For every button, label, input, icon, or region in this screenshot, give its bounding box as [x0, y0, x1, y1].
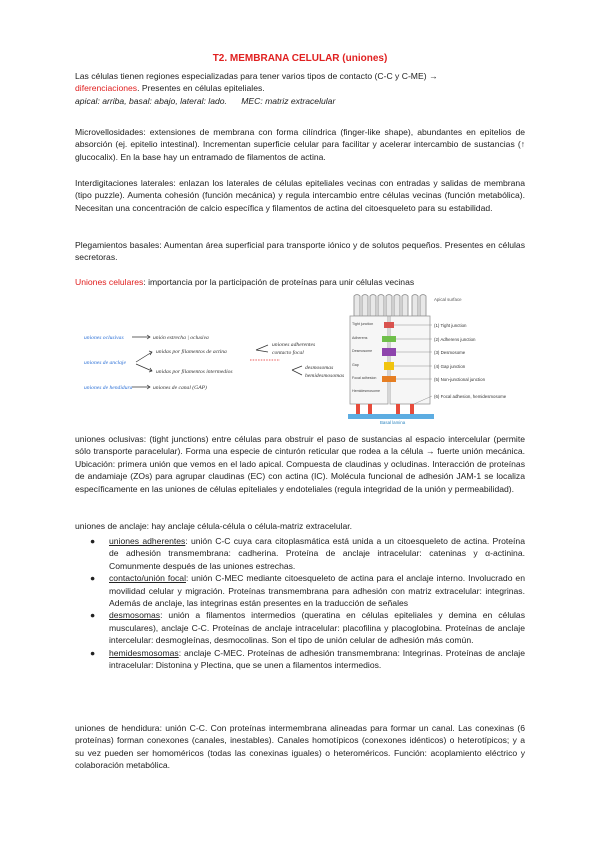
intro-line-2-rest: . Presentes en células epiteliales.: [137, 83, 265, 94]
intro-line-3: apical: arriba, basal: abajo, lateral: lado. MEC: matriz extracelular: [75, 95, 336, 106]
bullet-text: : unión C-MEC mediante citoesqueleto de actina para el anclaje interno. Involucrado en movilidad celular y migración. Proteínas transmembrana para adhesión con matriz extracelular: integrinas. Además de anclaje, las integrinas están presentes en la traducción de señales: [109, 573, 525, 609]
interdigitaciones-paragraph: Interdigitaciones laterales: enlazan los laterales de células epiteliales vecinas con entradas y salidas de membrana (tipo puzzle). Aumenta cohesión (función mecánica) y regula intercambio entre células vecinas (función metabólica). Necesitan una concentración de calcio específica y filamentos de actina del citoesqueleto para su estabilidad.: [75, 178, 525, 213]
figure-adherens: [382, 336, 396, 342]
list-item: [75, 572, 525, 609]
figure-left-label-0: Tight junction: [352, 322, 374, 326]
figure-label-2: (3) Desmosome: [434, 350, 466, 355]
figure-footer: Basal lamina: [380, 420, 406, 425]
hendidura-paragraph: uniones de hendidura: unión C-C. Con proteínas intermembrana alineadas para formar un canal. Las conexinas (6 proteínas) forman conexones (canales, inestables). Canales homotípicos (conexones idénticos) o heterotípicos; y a su vez pueden ser homoméricos (todas las conexinas iguales) o heteroméricos. Función: acoplamiento eléctrico y colaboración metabólica.: [75, 723, 525, 771]
microvellosidades-paragraph: Microvellosidades: extensiones de membrana con forma cilíndrica (finger-like shape), abundantes en epitelios de absorción (ej. epitelio intestinal). Incrementan superficie celular para facilitar y acelerar intercambio de sustancias (↑ glucocalix). En la base hay un entramado de filamentos de actina.: [75, 127, 525, 162]
junctions-figure: [346, 292, 524, 425]
sketch-arrow-6: [292, 366, 302, 375]
figure-label-0: (1) Tight junction: [434, 323, 467, 328]
figure-header: Apical surface: [434, 297, 462, 302]
plegamientos-paragraph: Plegamientos basales: Aumentan área superficial para transporte iónico y de solutos pequeños. Presentes en células secretoras.: [75, 240, 525, 263]
intro-paragraph: [75, 70, 525, 107]
bullet-text: : unión a filamentos intermedios (queratina en células epiteliales y demina en células musculares), anclaje C-C. Proteínas de anclaje intracelular: placofilina y placoglobina. Proteínas de anclaje intercelular: desmogleínas, desmocolinas. Son el tipo de unión celular de adhesión más común.: [109, 610, 525, 646]
sketch-actina: unidas por filamentos de actina: [156, 349, 227, 355]
uniones-sketch-diagram: [80, 330, 350, 398]
bullet-term: uniones adherentes: [109, 536, 186, 546]
bullet-text: : unión C-C cuya cara citoplasmática está unida a un citoesqueleto de actina. Proteína de adhesión transmembrana: cadherina. Proteína de anclaje intracelular: cateninas y α-actinina. Comunmente después de las uniones estrechas.: [109, 536, 525, 571]
bullet-text: : anclaje C-MEC. Proteínas de adhesión transmembrana: Integrinas. Proteínas de anclaje intracelular: Distonina y Plectina, que se unen a filamentos intermedios.: [109, 647, 525, 671]
list-item: [75, 535, 525, 572]
uniones-celulares-term: Uniones celulares: [75, 277, 144, 287]
list-item: [75, 609, 525, 646]
figure-left-label-4: Focal adhesion: [352, 376, 377, 380]
sketch-arrow-3: [136, 351, 152, 362]
figure-label-5: (6) Focal adhesion, hemidesmosome: [434, 394, 507, 399]
sketch-anclaje: uniones de anclaje: [84, 360, 126, 366]
uniones-heading: [75, 276, 525, 288]
bullet-term: contacto/unión focal: [109, 573, 186, 584]
diferenciaciones-term: diferenciaciones: [75, 83, 138, 94]
figure-label-4: (5) Non-junctional junction: [434, 377, 486, 382]
sketch-hemidesmosomas: hemidesmosomas: [305, 373, 345, 379]
bullet-icon: ●: [90, 573, 96, 584]
figure-left-label-5: Hemidesmosome: [352, 389, 380, 393]
sketch-intermedios: unidas por filamentos intermedios: [156, 369, 233, 375]
anclaje-intro: uniones de anclaje: hay anclaje célula-célula o célula-matriz extracelular.: [75, 521, 353, 531]
sketch-desmosomas: desmosomas: [305, 365, 334, 371]
figure-label-1: (2) Adherens junction: [434, 337, 476, 342]
figure-tight-junction: [384, 322, 394, 328]
sketch-hendidura: uniones de hendidura: [84, 385, 133, 391]
oclusivas-paragraph: uniones oclusivas: (tight junctions) entre células para obstruir el paso de sustancias al espacio intercelular (permite sólo transporte paracelular). Forma una especie de cinturón reticular que rodea a la célula → fuerte unión mecánica. Ubicación: primera unión que vemos en el lado apical. Compuesta de claudinas y ocludinas. Interacción de proteínas de andamiaje (ZOs) para agrupar claudinas (EC) con actina (IC). Molécula funcional de adhesión JAM-1 se localiza específicamente en las uniones de células epiteliales y endoteliales (regula integridad de la unión y permeabilidad).: [75, 434, 525, 494]
sketch-canal: uniones de canal (GAP): [153, 385, 207, 391]
figure-left-label-2: Desmosome: [352, 349, 373, 353]
bullet-term: hemidesmosomas: [109, 647, 179, 658]
page-title: T2. MEMBRANA CELULAR (uniones): [212, 53, 388, 64]
list-item: [75, 647, 525, 672]
bullet-icon: ●: [90, 536, 96, 546]
sketch-oclusiva-result: unión estrecha | oclusiva: [153, 335, 209, 341]
sketch-arrow-5: [256, 345, 268, 352]
intro-line-2: [75, 82, 525, 94]
figure-left-label-1: Adherens: [352, 336, 368, 340]
bullet-icon: ●: [90, 647, 96, 658]
figure-basal-lamina: [348, 414, 434, 419]
sketch-adherentes: uniones adherentes: [272, 342, 316, 348]
sketch-oclusivas: uniones oclusivas: [84, 335, 124, 341]
sketch-arrow-4: [136, 364, 152, 372]
anclaje-bullet-list: [75, 535, 525, 671]
bullet-icon: ●: [90, 610, 96, 621]
figure-desmosome: [382, 348, 396, 356]
figure-label-3: (4) Gap junction: [434, 364, 466, 369]
sketch-arrow-2: [132, 385, 150, 389]
figure-left-label-3: Gap: [352, 363, 359, 367]
bullet-term: desmosomas: [109, 610, 161, 621]
uniones-heading-rest: : importancia por la participación de proteínas para unir células vecinas: [143, 277, 415, 287]
intro-line-1: Las células tienen regiones especializadas para tener varios tipos de contacto (C-C y C-ME) →: [75, 71, 438, 81]
figure-gap: [384, 362, 394, 370]
sketch-arrow-1: [132, 335, 150, 339]
figure-nonjunctional: [382, 376, 396, 382]
sketch-focal: contacto focal: [272, 350, 304, 356]
